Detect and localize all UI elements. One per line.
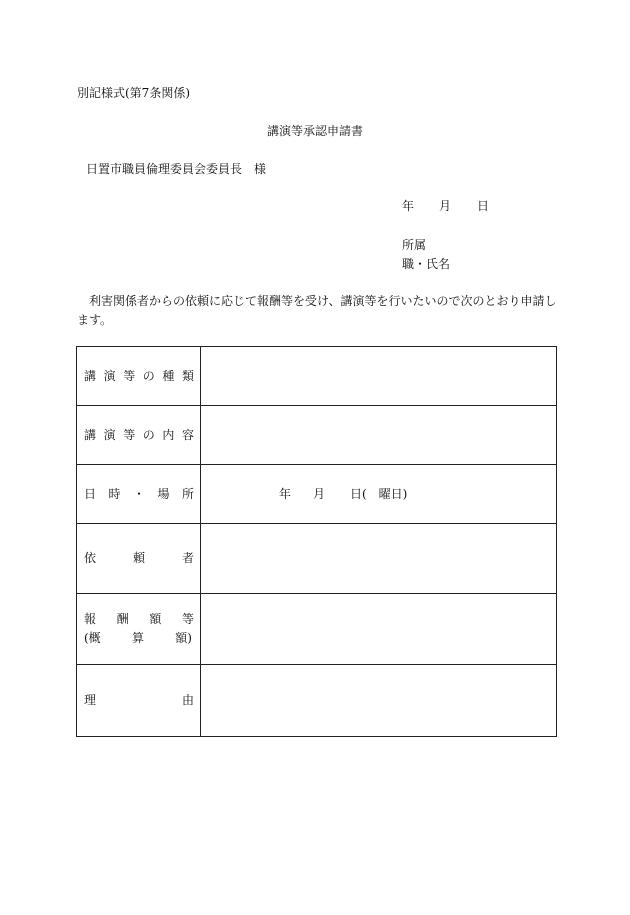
label-char: 日: [84, 486, 97, 501]
label-char: (概: [84, 631, 101, 645]
label-char: 額: [149, 612, 162, 626]
fee-amount-label: [77, 594, 201, 665]
datetime-place-field[interactable]: [201, 465, 557, 524]
label-char: 理: [84, 693, 97, 707]
label-char: 等: [181, 612, 194, 626]
lecture-type-field[interactable]: [201, 347, 557, 406]
lecture-date-year: 年: [279, 486, 292, 501]
table-row: [77, 465, 557, 524]
application-statement-line-2: ます。: [77, 313, 113, 327]
label-char: 類: [181, 368, 194, 383]
lecture-content-label: [77, 406, 201, 465]
table-row: [77, 347, 557, 406]
lecture-content-field[interactable]: [201, 406, 557, 465]
label-char: 依: [84, 551, 97, 565]
label-char: 時: [108, 486, 121, 501]
addressee: 日置市職員倫理委員会委員長 様: [86, 162, 267, 176]
label-char: 場: [157, 486, 170, 501]
label-char: 由: [181, 693, 194, 707]
application-statement-line-1: 利害関係者からの依頼に応じて報酬等を受け、講演等を行いたいので次のとおり申請し: [89, 294, 557, 308]
requester-label: [77, 524, 201, 594]
label-char: 演: [103, 427, 116, 442]
lecture-date: [201, 485, 556, 504]
label-char: 報: [84, 612, 97, 626]
label-char: ・: [132, 486, 145, 501]
table-row: [77, 594, 557, 665]
label-char: 所: [181, 486, 194, 501]
label-char: 頼: [132, 551, 145, 565]
label-char: 算: [131, 631, 144, 645]
submission-date-month: 月: [439, 199, 452, 213]
label-char: 講: [84, 368, 97, 383]
application-statement: [77, 292, 557, 330]
submission-date-day: 日: [477, 199, 490, 213]
lecture-date-month: 月: [313, 486, 326, 501]
label-char: 種: [162, 368, 175, 383]
label-char: 容: [181, 427, 194, 442]
reason-label: [77, 665, 201, 737]
label-char: 演: [103, 368, 116, 383]
label-char: 者: [181, 551, 194, 565]
label-char: 内: [162, 427, 175, 442]
label-char: 等: [123, 427, 136, 442]
label-char: 講: [84, 427, 97, 442]
fee-amount-field[interactable]: [201, 594, 557, 665]
applicant-affiliation-label: 所属: [402, 238, 427, 252]
table-row: [77, 406, 557, 465]
table-row: [77, 665, 557, 737]
lecture-date-day-weekday: 日( 曜日): [350, 486, 408, 501]
form-reference: 別記様式(第7条関係): [77, 86, 190, 100]
form-title: 講演等承認申請書: [266, 124, 363, 138]
reason-field[interactable]: [201, 665, 557, 737]
applicant-position-name-label: 職・氏名: [402, 257, 451, 271]
datetime-place-label: [77, 465, 201, 524]
table-row: [77, 524, 557, 594]
submission-date-year: 年: [402, 199, 415, 213]
label-char: の: [142, 427, 155, 442]
lecture-type-label: [77, 347, 201, 406]
label-char: 等: [123, 368, 136, 383]
application-table: [76, 346, 557, 737]
label-char: の: [142, 368, 155, 383]
label-char: 額): [175, 631, 192, 645]
requester-field[interactable]: [201, 524, 557, 594]
label-char: 酬: [116, 612, 129, 626]
